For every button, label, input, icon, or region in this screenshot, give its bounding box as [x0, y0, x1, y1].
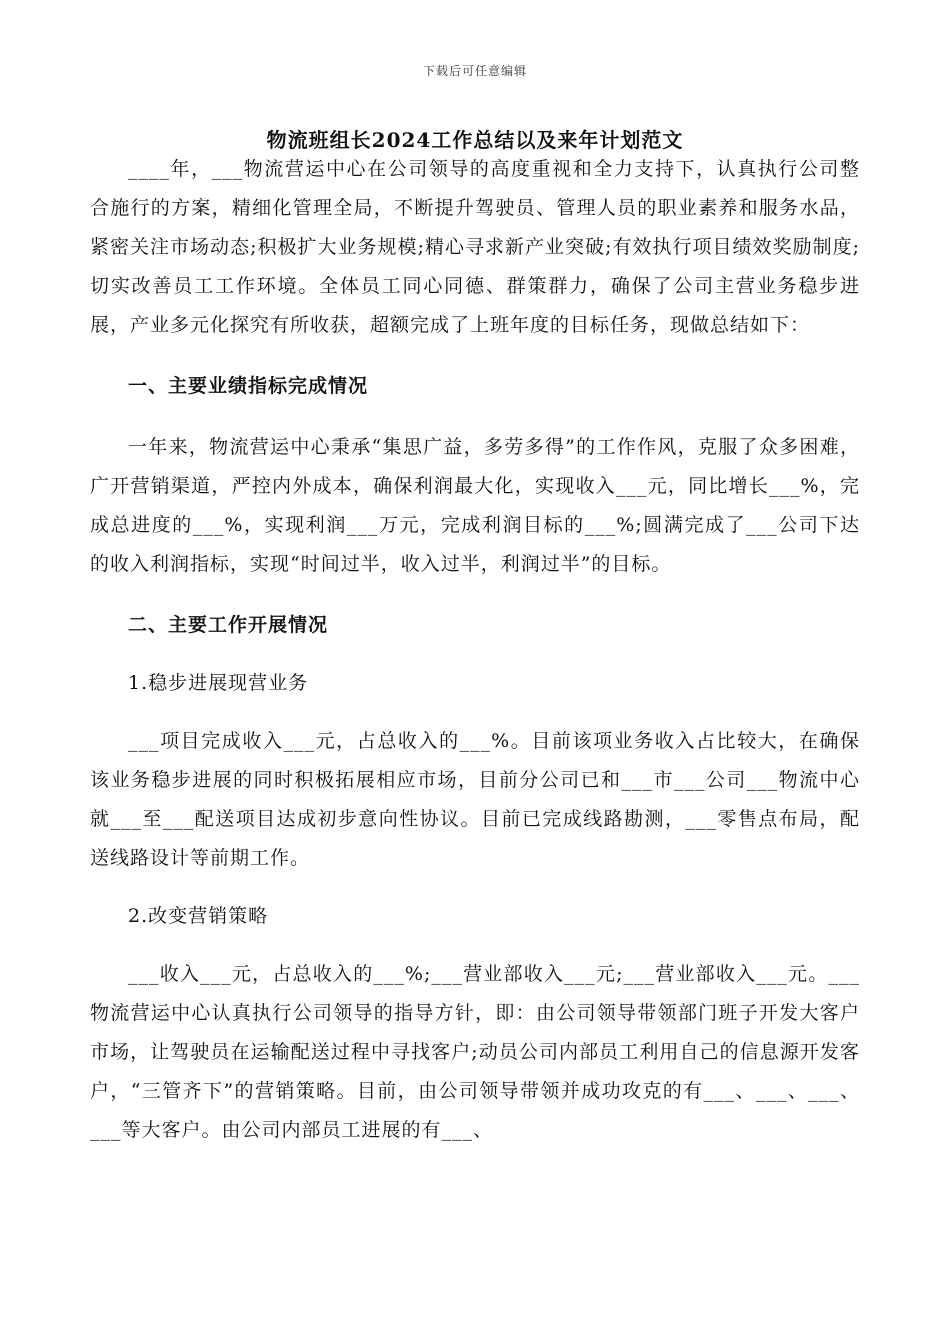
subsection-2-1-heading: 1.稳步进展现营业务 — [128, 672, 309, 694]
document-title: 物流班组长2024工作总结以及来年计划范文 — [266, 128, 684, 152]
intro-paragraph: ____年，___物流营运中心在公司领导的高度重视和全力支持下，认真执行公司整合施行的方案，精细化管理全局，不断提升驾驶员、管理人员的职业素养和服务水品，紧密关注市场动态;积极扩大业务规模;精心寻求新产业突破;有效执行项目绩效奖励制度;切实改善员工工作环境。全体员工同心同德、群策群力，确保了公司主营业务稳步进展，产业多元化探究有所收获，超额完成了上班年度的目标任务，现做总结如下： — [90, 158, 860, 336]
section-1-paragraph: 一年来，物流营运中心秉承“集思广益，多劳多得”的工作作风，克服了众多困难，广开营销渠道，严控内外成本，确保利润最大化，实现收入___元，同比增长___%，完成总进度的___%，实现利润___万元，完成利润目标的___%;圆满完成了___公司下达的收入利润指标，实现“时间过半，收入过半，利润过半”的目标。 — [90, 436, 860, 575]
subsection-2-2-paragraph: ___收入___元，占总收入的___%;___营业部收入___元;___营业部收入___元。___物流营运中心认真执行公司领导的指导方针，即：由公司领导带领部门班子开发大客户市场，让驾驶员在运输配送过程中寻找客户;动员公司内部员工利用自己的信息源开发客户，“三管齐下”的营销策略。目前，由公司领导带领并成功攻克的有___、___、___、___等大客户。由公司内部员工进展的有___、 — [90, 963, 860, 1141]
section-2-heading: 二、主要工作开展情况 — [128, 614, 329, 636]
section-1-heading: 一、主要业绩指标完成情况 — [128, 375, 369, 397]
subsection-2-2-heading: 2.改变营销策略 — [128, 905, 269, 927]
header-note: 下载后可任意编辑 — [422, 64, 527, 78]
subsection-2-1-paragraph: ___项目完成收入___元，占总收入的___%。目前该项业务收入占比较大，在确保该业务稳步进展的同时积极拓展相应市场，目前分公司已和___市___公司___物流中心就___至___配送项目达成初步意向性协议。目前已完成线路勘测，___零售点布局，配送线路设计等前期工作。 — [90, 730, 860, 869]
document-body — [90, 150, 860, 1150]
